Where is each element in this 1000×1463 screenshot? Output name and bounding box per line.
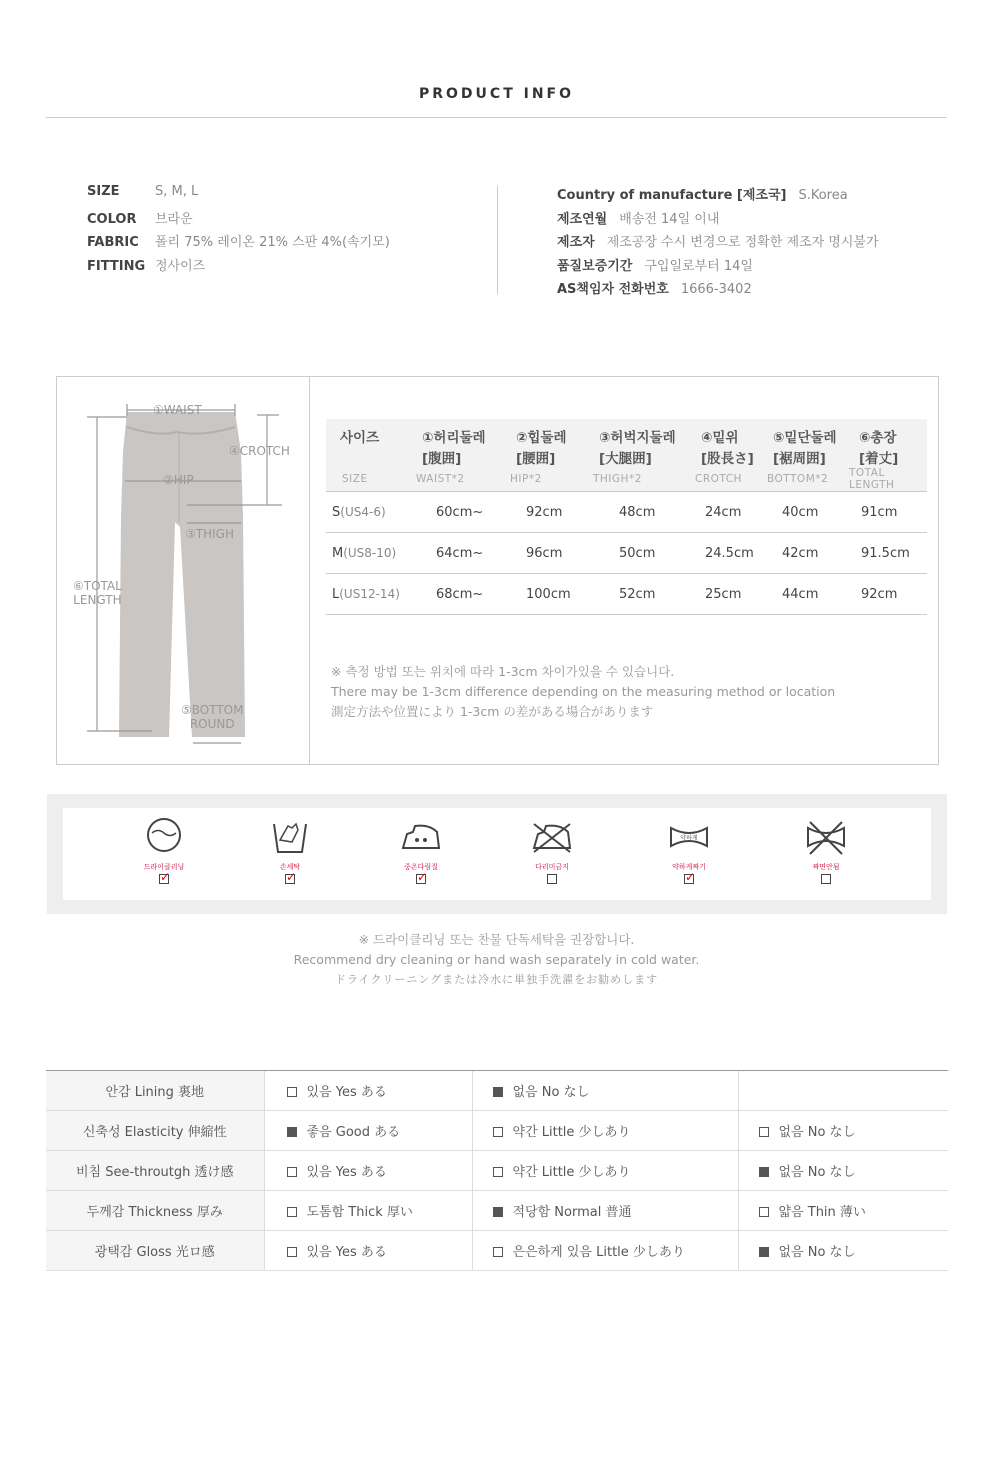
feel-checkbox [287, 1167, 297, 1177]
size-table-header: [腹囲] [406, 447, 500, 467]
feel-option-label: 없음 No なし [512, 1085, 590, 1100]
page-title: PRODUCT INFO [418, 86, 575, 102]
info-value: 제조공장 수시 변경으로 정확한 제조자 명시불가 [606, 235, 879, 250]
info-key: AS책임자 전화번호 [557, 282, 669, 297]
size-table-header: [大腿囲] [583, 447, 685, 467]
info-value: 구입일로부터 14일 [644, 258, 753, 274]
feel-row [46, 1071, 948, 1111]
care-item [124, 818, 204, 884]
size-value: 25cm [685, 574, 757, 615]
feel-option [264, 1071, 472, 1111]
fabric-feel-table [46, 1070, 948, 1271]
size-table-header: [腰囲] [500, 447, 583, 467]
feel-checkbox [493, 1167, 503, 1177]
info-value: 폴리 75% 레이온 21% 스판 4%(속기모) [155, 235, 390, 250]
feel-checkbox [493, 1247, 503, 1257]
care-checkbox [159, 874, 169, 884]
size-value: 24.5cm [685, 533, 757, 574]
care-label: 약하게짜기 [672, 863, 706, 871]
crotch-label: ④CROTCH [229, 444, 290, 458]
info-value: 배송전 14일 이내 [619, 211, 720, 227]
care-label: 다리미금지 [535, 863, 569, 871]
title-divider [46, 117, 947, 118]
care-item [512, 818, 592, 884]
size-value: 52cm [583, 574, 685, 615]
bottom-round-label: ⑤BOTTOM ROUND [181, 703, 244, 731]
info-key: 제조자 [557, 235, 595, 250]
hip-label: ②HIP [163, 473, 194, 487]
info-key: 제조연월 [557, 211, 608, 227]
care-checkbox [285, 874, 295, 884]
feel-label: 신축성 Elasticity 伸縮性 [46, 1111, 264, 1151]
feel-option [472, 1151, 738, 1191]
info-row [557, 255, 879, 279]
feel-option-label: 얇음 Thin 薄い [778, 1205, 866, 1220]
size-name: L [332, 586, 340, 602]
product-info-left [87, 184, 390, 278]
size-value: 68cm~ [406, 574, 500, 615]
size-us: (US4-6) [340, 504, 386, 519]
info-row [87, 255, 390, 279]
size-table-header: TOTAL LENGTH [843, 467, 927, 492]
total-length-label: ⑥TOTAL LENGTH [73, 579, 122, 607]
feel-row [46, 1191, 948, 1231]
info-value: S.Korea [798, 188, 848, 203]
feel-checkbox [759, 1127, 769, 1137]
feel-checkbox [759, 1167, 769, 1177]
feel-option [738, 1231, 948, 1271]
feel-option [738, 1191, 948, 1231]
size-table-header: ⑥총장 [859, 430, 897, 446]
no-iron-icon [512, 818, 592, 862]
size-table-header: [着丈] [843, 447, 927, 467]
info-row [87, 208, 390, 232]
size-cell [326, 574, 406, 615]
feel-option [264, 1231, 472, 1271]
hand-wash-icon [250, 818, 330, 862]
care-label: 짜면안됨 [812, 863, 840, 871]
info-key: Country of manufacture [제조국] [557, 188, 787, 203]
feel-label: 두께감 Thickness 厚み [46, 1191, 264, 1231]
size-cell [326, 492, 406, 533]
size-value: 48cm [583, 492, 685, 533]
table-row [326, 533, 927, 574]
feel-option [264, 1111, 472, 1151]
feel-option [738, 1071, 948, 1111]
info-divider [497, 186, 498, 294]
care-checkbox [684, 874, 694, 884]
size-table [326, 419, 927, 615]
feel-option-label: 없음 No なし [778, 1125, 856, 1140]
size-table-header: ④밑위 [701, 430, 739, 446]
thigh-label: ③THIGH [185, 527, 234, 541]
size-value: 42cm [757, 533, 843, 574]
care-item [250, 818, 330, 884]
care-checkbox [821, 874, 831, 884]
size-table-header: [股長さ] [685, 447, 757, 467]
feel-option [264, 1151, 472, 1191]
feel-row [46, 1231, 948, 1271]
feel-checkbox [493, 1207, 503, 1217]
size-table-header: THIGH*2 [583, 467, 685, 492]
feel-option-label: 적당함 Normal 普通 [512, 1205, 632, 1220]
feel-option [472, 1071, 738, 1111]
care-note: ※ 드라이클리닝 또는 찬물 단독세탁을 권장합니다. Recommend dry cleaning or hand wash separately in cold water. ドライクリーニングまたは冷水に単独手洗濯をお勧めします [293, 932, 700, 986]
feel-option-label: 약간 Little 少しあり [512, 1125, 631, 1140]
feel-checkbox [759, 1207, 769, 1217]
feel-option [738, 1111, 948, 1151]
feel-option-label: 있음 Yes ある [306, 1085, 387, 1100]
dry-clean-icon [124, 818, 204, 862]
size-us: (US12-14) [339, 586, 400, 601]
info-key: FITTING [87, 258, 146, 274]
size-table-header: ③허벅지둘레 [599, 430, 676, 446]
care-instructions [47, 794, 947, 914]
product-info-right [557, 184, 879, 302]
care-label: 드라이클리닝 [143, 863, 185, 871]
size-value: 40cm [757, 492, 843, 533]
info-row [557, 208, 879, 232]
feel-option [264, 1191, 472, 1231]
feel-option [738, 1151, 948, 1191]
feel-checkbox [493, 1087, 503, 1097]
feel-option [472, 1231, 738, 1271]
size-table-header: HIP*2 [500, 467, 583, 492]
waist-label: ①WAIST [153, 403, 202, 417]
feel-option-label: 있음 Yes ある [306, 1165, 387, 1180]
measure-note: ※ 측정 방법 또는 위치에 따라 1-3cm 차이가있을 수 있습니다. There may be 1-3cm difference depending on the measuring method or location 測定方法や位置により 1-3cm の差がある場合があります [331, 664, 836, 719]
info-row [87, 184, 390, 208]
size-table-header: CROTCH [685, 467, 757, 492]
info-row [557, 184, 879, 208]
feel-option-label: 없음 No なし [778, 1165, 856, 1180]
size-value: 44cm [757, 574, 843, 615]
feel-option-label: 좋음 Good ある [306, 1125, 401, 1140]
size-cell [326, 533, 406, 574]
feel-label: 안감 Lining 裏地 [46, 1071, 264, 1111]
feel-option-label: 있음 Yes ある [306, 1245, 387, 1260]
feel-checkbox [287, 1127, 297, 1137]
info-row [557, 231, 879, 255]
info-value: S, M, L [155, 184, 199, 199]
info-key: 품질보증기간 [557, 258, 633, 274]
feel-checkbox [287, 1247, 297, 1257]
size-table-header: [裾周囲] [757, 447, 843, 467]
feel-option [472, 1191, 738, 1231]
size-value: 60cm~ [406, 492, 500, 533]
size-value: 100cm [500, 574, 583, 615]
gentle-wring-icon [649, 818, 729, 862]
size-table-header [326, 447, 406, 467]
size-table-header: BOTTOM*2 [757, 467, 843, 492]
size-name: M [332, 545, 344, 561]
table-row [326, 492, 927, 533]
size-table-header: ②힙둘레 [516, 430, 567, 446]
feel-option-label: 은은하게 있음 Little 少しあり [512, 1245, 685, 1260]
size-value: 64cm~ [406, 533, 500, 574]
feel-checkbox [287, 1207, 297, 1217]
feel-checkbox [287, 1087, 297, 1097]
feel-option-label: 약간 Little 少しあり [512, 1165, 631, 1180]
info-key: FABRIC [87, 235, 139, 250]
info-value: 정사이즈 [155, 258, 206, 274]
care-label: 중온다림질 [404, 863, 438, 871]
care-label: 손세탁 [279, 863, 301, 871]
care-checkbox [547, 874, 557, 884]
care-item [381, 818, 461, 884]
no-tumble-icon [786, 818, 866, 862]
size-table-header: WAIST*2 [406, 467, 500, 492]
info-value: 1666-3402 [680, 282, 752, 297]
size-value: 91cm [843, 492, 927, 533]
size-value: 91.5cm [843, 533, 927, 574]
feel-checkbox [493, 1127, 503, 1137]
size-table-header: ⑤밑단둘레 [773, 430, 837, 446]
feel-row [46, 1111, 948, 1151]
care-item [786, 818, 866, 884]
size-value: 24cm [685, 492, 757, 533]
size-value: 92cm [500, 492, 583, 533]
size-value: 92cm [843, 574, 927, 615]
info-row [87, 231, 390, 255]
feel-option-label: 없음 No なし [778, 1245, 856, 1260]
care-checkbox [416, 874, 426, 884]
info-key: COLOR [87, 211, 137, 227]
size-table-header: SIZE [326, 467, 406, 492]
low-iron-icon [381, 818, 461, 862]
size-value: 50cm [583, 533, 685, 574]
feel-label: 비침 See-throutgh 透け感 [46, 1151, 264, 1191]
size-name: S [332, 504, 341, 520]
feel-checkbox [759, 1247, 769, 1257]
info-value: 브라운 [155, 211, 193, 227]
info-row [557, 278, 879, 302]
size-us: (US8-10) [343, 545, 397, 560]
feel-option-label: 도톰함 Thick 厚い [306, 1205, 413, 1220]
info-key: SIZE [87, 184, 120, 199]
size-value: 96cm [500, 533, 583, 574]
care-item [649, 818, 729, 884]
table-row [326, 574, 927, 615]
size-table-header: ①허리둘레 [422, 430, 486, 446]
feel-option [472, 1111, 738, 1151]
svg-text:약하게: 약하게 [680, 835, 698, 842]
size-table-header: 사이즈 [340, 430, 380, 446]
feel-row [46, 1151, 948, 1191]
feel-label: 광택감 Gloss 光ロ感 [46, 1231, 264, 1271]
